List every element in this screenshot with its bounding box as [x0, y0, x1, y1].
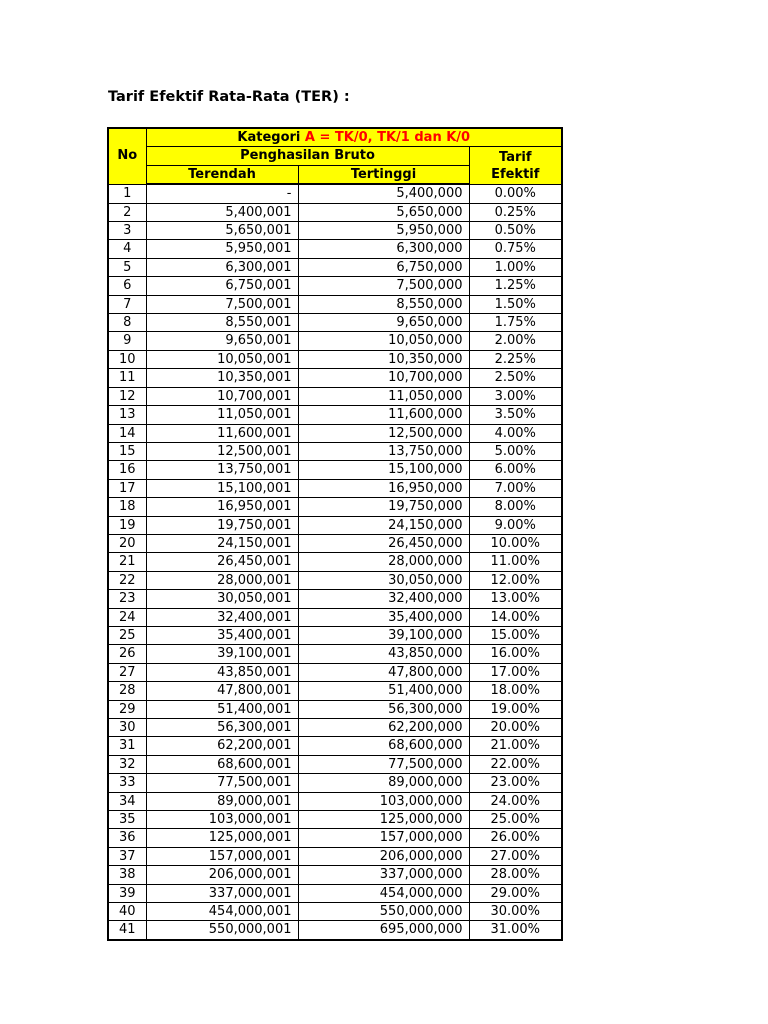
- cell-terendah: 39,100,001: [146, 645, 298, 663]
- table-row: [108, 682, 562, 700]
- cell-no: 31: [108, 737, 146, 755]
- cell-tarif: 18.00%: [469, 682, 562, 700]
- cell-terendah: 56,300,001: [146, 719, 298, 737]
- cell-no: 34: [108, 792, 146, 810]
- tarif-label-line1: Tarif: [499, 149, 532, 165]
- tarif-label-line2: Efektif: [491, 166, 540, 182]
- cell-tertinggi: 68,600,000: [298, 737, 469, 755]
- cell-tertinggi: 337,000,000: [298, 866, 469, 884]
- cell-no: 14: [108, 424, 146, 442]
- cell-no: 9: [108, 332, 146, 350]
- cell-tertinggi: 10,350,000: [298, 350, 469, 368]
- cell-tertinggi: 26,450,000: [298, 534, 469, 552]
- cell-tarif: 2.00%: [469, 332, 562, 350]
- cell-terendah: 30,050,001: [146, 590, 298, 608]
- cell-no: 40: [108, 903, 146, 921]
- table-row: [108, 479, 562, 497]
- cell-tarif: 27.00%: [469, 847, 562, 865]
- cell-tertinggi: 5,650,000: [298, 203, 469, 221]
- cell-tertinggi: 10,700,000: [298, 369, 469, 387]
- cell-tarif: 0.75%: [469, 240, 562, 258]
- cell-tarif: 24.00%: [469, 792, 562, 810]
- header-tarif-efektif: [469, 147, 562, 184]
- cell-terendah: 6,300,001: [146, 258, 298, 276]
- table-row: [108, 571, 562, 589]
- cell-tertinggi: 13,750,000: [298, 442, 469, 460]
- cell-tertinggi: 10,050,000: [298, 332, 469, 350]
- cell-tertinggi: 157,000,000: [298, 829, 469, 847]
- cell-tertinggi: 47,800,000: [298, 663, 469, 681]
- cell-terendah: 13,750,001: [146, 461, 298, 479]
- cell-tarif: 26.00%: [469, 829, 562, 847]
- table-row: [108, 700, 562, 718]
- cell-tertinggi: 43,850,000: [298, 645, 469, 663]
- cell-tarif: 21.00%: [469, 737, 562, 755]
- cell-tarif: 20.00%: [469, 719, 562, 737]
- cell-tarif: 8.00%: [469, 498, 562, 516]
- ter-table: [107, 127, 563, 941]
- table-row: [108, 184, 562, 203]
- cell-no: 36: [108, 829, 146, 847]
- cell-tertinggi: 695,000,000: [298, 921, 469, 940]
- cell-terendah: 12,500,001: [146, 442, 298, 460]
- table-row: [108, 534, 562, 552]
- table-row: [108, 737, 562, 755]
- cell-no: 1: [108, 184, 146, 203]
- cell-terendah: 19,750,001: [146, 516, 298, 534]
- cell-terendah: 5,650,001: [146, 222, 298, 240]
- table-row: [108, 516, 562, 534]
- cell-terendah: 35,400,001: [146, 626, 298, 644]
- cell-tertinggi: 550,000,000: [298, 903, 469, 921]
- header-tertinggi: Tertinggi: [298, 165, 469, 184]
- cell-no: 12: [108, 387, 146, 405]
- cell-no: 8: [108, 314, 146, 332]
- cell-tertinggi: 11,050,000: [298, 387, 469, 405]
- table-row: [108, 663, 562, 681]
- table-row: [108, 792, 562, 810]
- table-row: [108, 553, 562, 571]
- cell-no: 41: [108, 921, 146, 940]
- table-row: [108, 719, 562, 737]
- table-header: [108, 128, 562, 184]
- table-row: [108, 626, 562, 644]
- cell-terendah: 62,200,001: [146, 737, 298, 755]
- cell-tarif: 14.00%: [469, 608, 562, 626]
- cell-no: 4: [108, 240, 146, 258]
- cell-tarif: 9.00%: [469, 516, 562, 534]
- cell-tertinggi: 89,000,000: [298, 774, 469, 792]
- cell-terendah: 7,500,001: [146, 295, 298, 313]
- cell-no: 33: [108, 774, 146, 792]
- cell-no: 38: [108, 866, 146, 884]
- cell-tarif: 7.00%: [469, 479, 562, 497]
- table-row: [108, 866, 562, 884]
- cell-no: 20: [108, 534, 146, 552]
- cell-tertinggi: 125,000,000: [298, 811, 469, 829]
- table-row: [108, 424, 562, 442]
- kategori-value: A = TK/0, TK/1 dan K/0: [304, 130, 471, 145]
- cell-tertinggi: 56,300,000: [298, 700, 469, 718]
- table-row: [108, 314, 562, 332]
- table-row: [108, 203, 562, 221]
- cell-terendah: 9,650,001: [146, 332, 298, 350]
- cell-terendah: 337,000,001: [146, 884, 298, 902]
- cell-terendah: 11,050,001: [146, 406, 298, 424]
- cell-no: 28: [108, 682, 146, 700]
- cell-tertinggi: 24,150,000: [298, 516, 469, 534]
- cell-terendah: 10,700,001: [146, 387, 298, 405]
- cell-terendah: 103,000,001: [146, 811, 298, 829]
- table-row: [108, 774, 562, 792]
- cell-tarif: 0.25%: [469, 203, 562, 221]
- cell-no: 7: [108, 295, 146, 313]
- cell-terendah: 454,000,001: [146, 903, 298, 921]
- cell-no: 23: [108, 590, 146, 608]
- cell-no: 5: [108, 258, 146, 276]
- table-row: [108, 608, 562, 626]
- cell-tarif: 1.25%: [469, 277, 562, 295]
- cell-terendah: 157,000,001: [146, 847, 298, 865]
- cell-tertinggi: 8,550,000: [298, 295, 469, 313]
- cell-tertinggi: 62,200,000: [298, 719, 469, 737]
- table-body: [108, 184, 562, 940]
- cell-no: 15: [108, 442, 146, 460]
- table-row: [108, 406, 562, 424]
- header-penghasilan-bruto: Penghasilan Bruto: [146, 147, 469, 165]
- cell-no: 35: [108, 811, 146, 829]
- cell-no: 6: [108, 277, 146, 295]
- table-row: [108, 884, 562, 902]
- table-row: [108, 258, 562, 276]
- cell-no: 19: [108, 516, 146, 534]
- cell-terendah: -: [146, 184, 298, 203]
- table-row: [108, 498, 562, 516]
- cell-no: 37: [108, 847, 146, 865]
- cell-terendah: 5,400,001: [146, 203, 298, 221]
- cell-tarif: 23.00%: [469, 774, 562, 792]
- kategori-label: Kategori: [237, 130, 305, 145]
- cell-tarif: 1.50%: [469, 295, 562, 313]
- cell-terendah: 24,150,001: [146, 534, 298, 552]
- cell-no: 10: [108, 350, 146, 368]
- cell-tertinggi: 454,000,000: [298, 884, 469, 902]
- cell-no: 21: [108, 553, 146, 571]
- cell-tertinggi: 5,400,000: [298, 184, 469, 203]
- cell-no: 27: [108, 663, 146, 681]
- cell-no: 11: [108, 369, 146, 387]
- table-row: [108, 811, 562, 829]
- table-row: [108, 295, 562, 313]
- table-row: [108, 645, 562, 663]
- cell-tarif: 13.00%: [469, 590, 562, 608]
- header-kategori: [146, 128, 562, 147]
- cell-terendah: 16,950,001: [146, 498, 298, 516]
- cell-tarif: 29.00%: [469, 884, 562, 902]
- table-row: [108, 350, 562, 368]
- cell-tarif: 0.50%: [469, 222, 562, 240]
- cell-tertinggi: 6,300,000: [298, 240, 469, 258]
- cell-no: 2: [108, 203, 146, 221]
- cell-tertinggi: 15,100,000: [298, 461, 469, 479]
- cell-terendah: 43,850,001: [146, 663, 298, 681]
- cell-tertinggi: 5,950,000: [298, 222, 469, 240]
- cell-tarif: 10.00%: [469, 534, 562, 552]
- cell-tarif: 2.50%: [469, 369, 562, 387]
- cell-tarif: 22.00%: [469, 755, 562, 773]
- cell-tertinggi: 206,000,000: [298, 847, 469, 865]
- cell-terendah: 77,500,001: [146, 774, 298, 792]
- cell-tarif: 2.25%: [469, 350, 562, 368]
- cell-no: 17: [108, 479, 146, 497]
- cell-terendah: 206,000,001: [146, 866, 298, 884]
- page-title: Tarif Efektif Rata-Rata (TER) :: [108, 89, 350, 105]
- table-row: [108, 903, 562, 921]
- cell-terendah: 5,950,001: [146, 240, 298, 258]
- cell-no: 13: [108, 406, 146, 424]
- cell-terendah: 8,550,001: [146, 314, 298, 332]
- cell-tertinggi: 35,400,000: [298, 608, 469, 626]
- cell-terendah: 550,000,001: [146, 921, 298, 940]
- cell-no: 29: [108, 700, 146, 718]
- cell-no: 3: [108, 222, 146, 240]
- cell-terendah: 125,000,001: [146, 829, 298, 847]
- cell-tertinggi: 28,000,000: [298, 553, 469, 571]
- table-row: [108, 829, 562, 847]
- cell-no: 16: [108, 461, 146, 479]
- cell-terendah: 28,000,001: [146, 571, 298, 589]
- cell-tarif: 0.00%: [469, 184, 562, 203]
- cell-tarif: 15.00%: [469, 626, 562, 644]
- cell-tarif: 11.00%: [469, 553, 562, 571]
- cell-tertinggi: 103,000,000: [298, 792, 469, 810]
- cell-tarif: 12.00%: [469, 571, 562, 589]
- cell-terendah: 32,400,001: [146, 608, 298, 626]
- cell-no: 22: [108, 571, 146, 589]
- header-no: No: [108, 128, 146, 184]
- table-row: [108, 240, 562, 258]
- cell-tarif: 3.50%: [469, 406, 562, 424]
- cell-terendah: 47,800,001: [146, 682, 298, 700]
- cell-tertinggi: 30,050,000: [298, 571, 469, 589]
- table-row: [108, 277, 562, 295]
- cell-tertinggi: 12,500,000: [298, 424, 469, 442]
- cell-tertinggi: 51,400,000: [298, 682, 469, 700]
- cell-terendah: 10,050,001: [146, 350, 298, 368]
- header-terendah: Terendah: [146, 165, 298, 184]
- table-row: [108, 442, 562, 460]
- cell-terendah: 51,400,001: [146, 700, 298, 718]
- cell-tarif: 4.00%: [469, 424, 562, 442]
- cell-tarif: 31.00%: [469, 921, 562, 940]
- cell-no: 26: [108, 645, 146, 663]
- table-row: [108, 755, 562, 773]
- cell-terendah: 6,750,001: [146, 277, 298, 295]
- cell-tertinggi: 19,750,000: [298, 498, 469, 516]
- cell-tertinggi: 16,950,000: [298, 479, 469, 497]
- cell-tarif: 5.00%: [469, 442, 562, 460]
- table-row: [108, 332, 562, 350]
- cell-no: 24: [108, 608, 146, 626]
- cell-terendah: 26,450,001: [146, 553, 298, 571]
- cell-tarif: 28.00%: [469, 866, 562, 884]
- cell-no: 25: [108, 626, 146, 644]
- cell-tarif: 1.75%: [469, 314, 562, 332]
- cell-no: 30: [108, 719, 146, 737]
- cell-tarif: 6.00%: [469, 461, 562, 479]
- cell-tarif: 25.00%: [469, 811, 562, 829]
- cell-terendah: 89,000,001: [146, 792, 298, 810]
- table-row: [108, 461, 562, 479]
- cell-tarif: 30.00%: [469, 903, 562, 921]
- cell-tertinggi: 7,500,000: [298, 277, 469, 295]
- cell-no: 39: [108, 884, 146, 902]
- cell-tertinggi: 32,400,000: [298, 590, 469, 608]
- cell-tarif: 16.00%: [469, 645, 562, 663]
- cell-no: 18: [108, 498, 146, 516]
- table-row: [108, 921, 562, 940]
- table-row: [108, 369, 562, 387]
- table-row: [108, 222, 562, 240]
- table-row: [108, 847, 562, 865]
- cell-tertinggi: 11,600,000: [298, 406, 469, 424]
- cell-tertinggi: 6,750,000: [298, 258, 469, 276]
- cell-terendah: 15,100,001: [146, 479, 298, 497]
- cell-tertinggi: 77,500,000: [298, 755, 469, 773]
- table-row: [108, 590, 562, 608]
- cell-tarif: 3.00%: [469, 387, 562, 405]
- table-row: [108, 387, 562, 405]
- cell-tarif: 17.00%: [469, 663, 562, 681]
- cell-no: 32: [108, 755, 146, 773]
- cell-tertinggi: 9,650,000: [298, 314, 469, 332]
- cell-tertinggi: 39,100,000: [298, 626, 469, 644]
- cell-terendah: 10,350,001: [146, 369, 298, 387]
- cell-tarif: 1.00%: [469, 258, 562, 276]
- cell-terendah: 11,600,001: [146, 424, 298, 442]
- cell-terendah: 68,600,001: [146, 755, 298, 773]
- cell-tarif: 19.00%: [469, 700, 562, 718]
